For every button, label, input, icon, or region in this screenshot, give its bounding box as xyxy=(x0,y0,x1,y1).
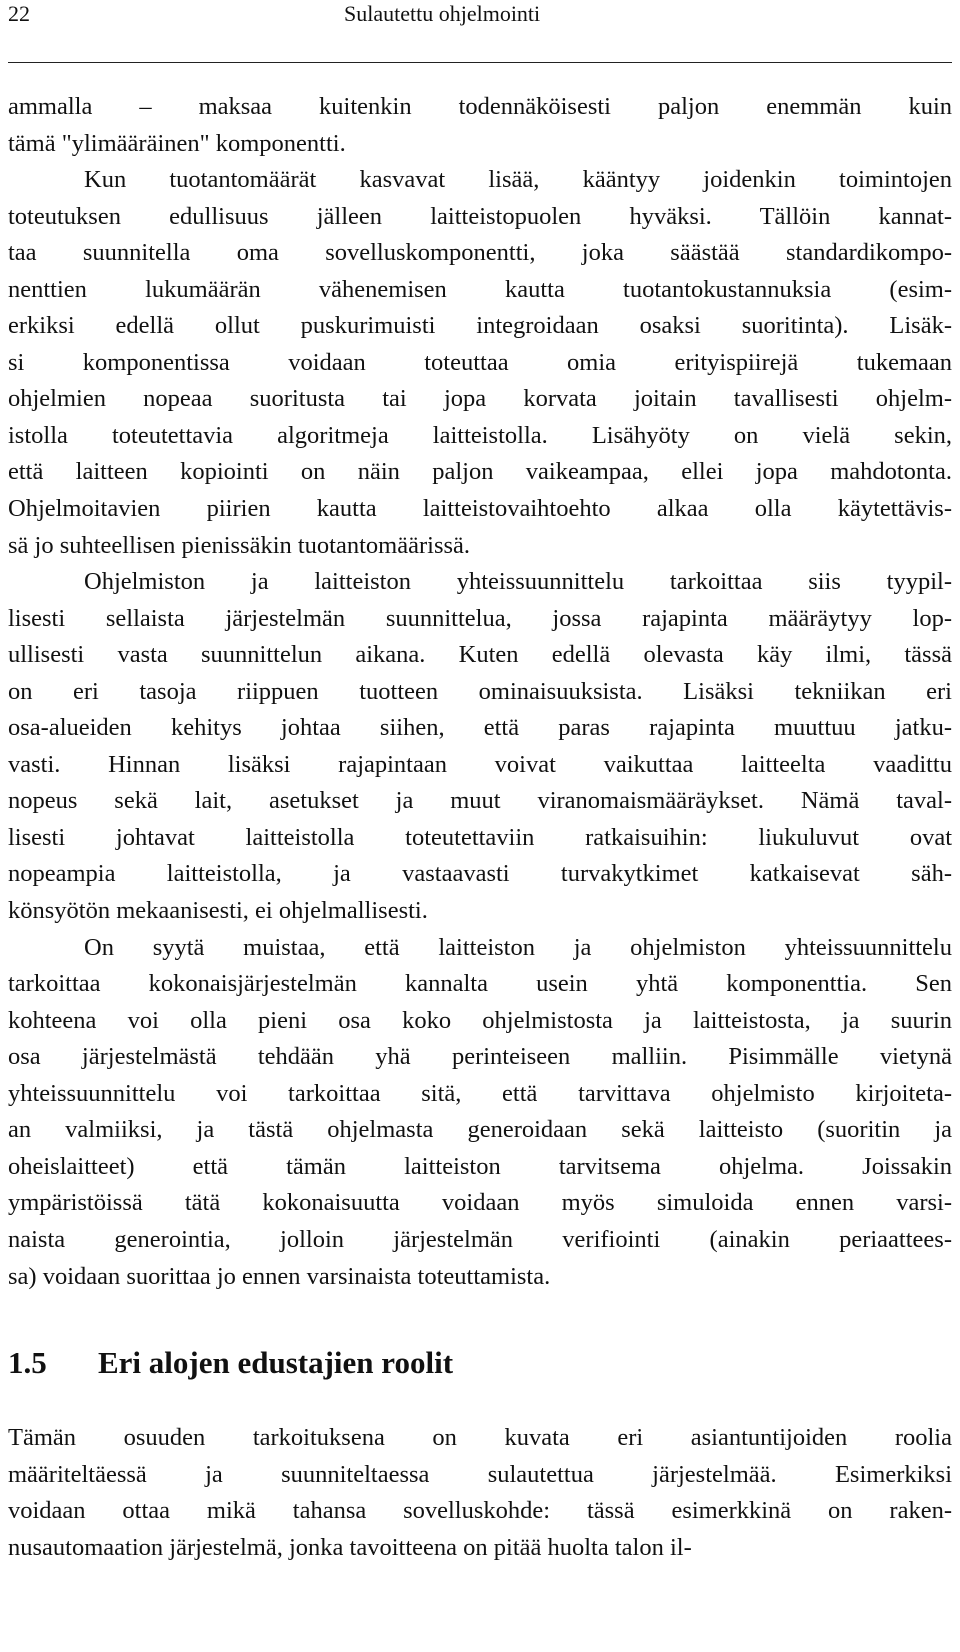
running-title: Sulautettu ohjelmointi xyxy=(344,1,541,26)
text-line: taa suunnitella oma sovelluskomponentti, joka säästää standardikompo- xyxy=(8,239,952,267)
text-line: nenttien lukumäärän vähenemisen kautta tuotantokustannuksia (esim- xyxy=(8,275,952,303)
page-number: 22 xyxy=(8,1,30,26)
text-line: naista generointia, jolloin järjestelmän verifiointi (ainakin periaattees- xyxy=(8,1225,952,1253)
text-line: että laitteen kopiointi on näin paljon vaikeampaa, ellei jopa mahdotonta. xyxy=(8,458,952,486)
text-line: On syytä muistaa, että laitteiston ja ohjelmiston yhteissuunnittelu xyxy=(84,933,952,961)
text-line: ullisesti vasta suunnittelun aikana. Kuten edellä olevasta käy ilmi, tässä xyxy=(8,641,952,669)
text-line: kohteena voi olla pieni osa koko ohjelmistosta ja laitteistosta, ja suurin xyxy=(8,1006,952,1034)
text-line: nusautomaation järjestelmä, jonka tavoitteena on pitää huolta talon il- xyxy=(8,1533,692,1561)
text-line: tarkoittaa kokonaisjärjestelmän kannalta usein yhtä komponenttia. Sen xyxy=(8,970,952,998)
text-line: määriteltäessä ja suunniteltaessa sulautettua järjestelmää. Esimerkiksi xyxy=(8,1460,952,1488)
paragraph xyxy=(8,930,952,1295)
text-line: yhteissuunnittelu voi tarkoittaa sitä, että tarvittava ohjelmisto kirjoiteta- xyxy=(8,1079,952,1107)
text-line: ohjelmien nopeaa suoritusta tai jopa korvata joitain tavallisesti ohjelm- xyxy=(8,385,952,413)
text-line: nopeampia laitteistolla, ja vastaavasti turvakytkimet katkaisevat säh- xyxy=(8,860,952,888)
text-line: sä jo suhteellisen pienissäkin tuotantomäärissä. xyxy=(8,531,471,559)
text-line: vasti. Hinnan lisäksi rajapintaan voivat vaikuttaa laitteelta vaadittu xyxy=(8,750,952,778)
text-line: voidaan ottaa mikä tahansa sovelluskohde: tässä esimerkkinä on raken- xyxy=(8,1497,952,1525)
text-line: lisesti sellaista järjestelmän suunnittelua, jossa rajapinta määräytyy lop- xyxy=(8,604,952,632)
text-line: toteutuksen edullisuus jälleen laitteistopuolen hyväksi. Tällöin kannat- xyxy=(8,202,952,230)
text-line: tämä "ylimääräinen" komponentti. xyxy=(8,129,346,157)
section-title: Eri alojen edustajien roolit xyxy=(98,1345,454,1380)
text-line: an valmiiksi, ja tästä ohjelmasta generoidaan sekä laitteisto (suoritin ja xyxy=(8,1116,952,1144)
text-line: Ohjelmoitavien piirien kautta laitteistovaihtoehto alkaa olla käytettävis- xyxy=(8,495,952,523)
text-line: on eri tasoja riippuen tuotteen ominaisuuksista. Lisäksi tekniikan eri xyxy=(8,677,952,705)
text-line: ympäristöissä tätä kokonaisuutta voidaan myös simuloida ennen varsi- xyxy=(8,1189,952,1217)
section-number: 1.5 xyxy=(8,1345,47,1380)
body-text xyxy=(8,89,952,1295)
text-line: Kun tuotantomäärät kasvavat lisää, kääntyy joidenkin toimintojen xyxy=(84,166,952,194)
header-rule xyxy=(8,62,952,63)
section-body-text xyxy=(8,1420,952,1566)
text-line: si komponentissa voidaan toteuttaa omia erityispiirejä tukemaan xyxy=(8,348,952,376)
text-line: Ohjelmiston ja laitteiston yhteissuunnittelu tarkoittaa siis tyypil- xyxy=(84,568,952,596)
text-line: Tämän osuuden tarkoituksena on kuvata eri asiantuntijoiden roolia xyxy=(8,1424,952,1451)
text-line: sa) voidaan suorittaa jo ennen varsinaista toteuttamista. xyxy=(8,1262,551,1290)
text-line: lisesti johtavat laitteistolla toteutettaviin ratkaisuihin: liukuluvut ovat xyxy=(8,823,952,851)
text-line: osa järjestelmästä tehdään yhä perinteiseen malliin. Pisimmälle vietynä xyxy=(8,1043,952,1071)
text-line: ammalla – maksaa kuitenkin todennäköisesti paljon enemmän kuin xyxy=(8,93,952,120)
paragraph xyxy=(8,89,952,162)
text-line: istolla toteutettavia algoritmeja laitteistolla. Lisähyöty on vielä sekin, xyxy=(8,421,952,449)
paragraph xyxy=(8,564,952,929)
text-line: nopeus sekä lait, asetukset ja muut viranomaismääräykset. Nämä taval- xyxy=(8,787,952,815)
running-header xyxy=(8,0,952,40)
paragraph xyxy=(8,162,952,564)
section-heading xyxy=(8,1343,453,1383)
text-line: oheislaitteet) että tämän laitteiston tarvitsema ohjelma. Joissakin xyxy=(8,1152,952,1180)
text-line: erkiksi edellä ollut puskurimuisti integroidaan osaksi suoritinta). Lisäk- xyxy=(8,312,952,340)
paragraph xyxy=(8,1420,952,1566)
text-line: osa-alueiden kehitys johtaa siihen, että paras rajapinta muuttuu jatku- xyxy=(8,714,952,742)
text-line: könsyötön mekaanisesti, ei ohjelmallisesti. xyxy=(8,897,428,925)
